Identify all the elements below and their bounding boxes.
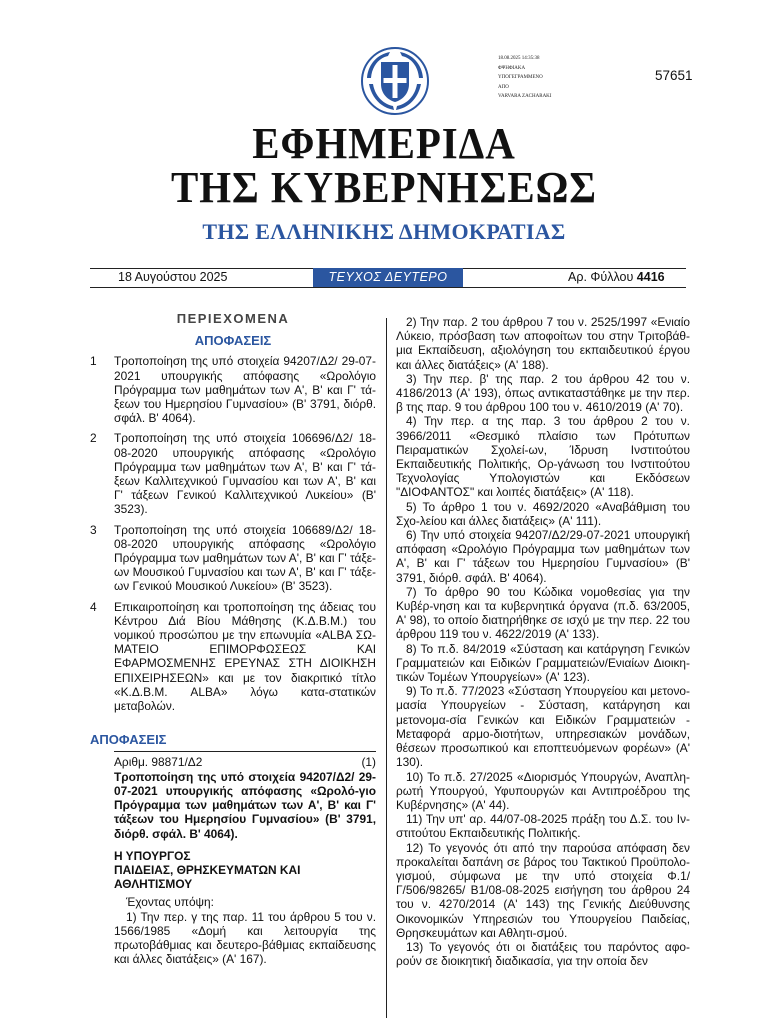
- considering-point: 8) Το π.δ. 84/2019 «Σύσταση και κατάργηση Γενικών Γραμματειών και Ειδικών Γραμματειών/Ενιαίων Διοικη-τικών Τομέων Υπουργείων» (Α' 123).: [396, 641, 690, 685]
- signature-line: 18.08.2025 14:35:38: [498, 56, 540, 61]
- contents-item-text: Τροποποίηση της υπό στοιχεία 106689/Δ2/ 18-08-2020 υπουργικής απόφασης «Ωρολόγιο Πρόγραμμα των μαθημάτων των Α', Β' και Γ' τάξε-ων Μουσικού Γυμνασίου και των Α', Β' και Γ' τάξε-ων Γενικού Μουσικού Λυκείου» (Β' 3523).: [114, 522, 376, 594]
- contents-item-number: 2: [90, 431, 97, 446]
- decision-number-row: [114, 751, 376, 769]
- sheet-number: [568, 270, 665, 284]
- considering-point: 6) Την υπό στοιχεία 94207/Δ2/29-07-2021 υπουργική απόφαση «Ωρολόγιο Πρόγραμμα των μαθημάτων των Α', Β' και Γ' τάξεων του Ημερησίου Γυμνασίου» (Β' 3791, διόρθ. σφάλ. Β' 4064).: [396, 528, 690, 585]
- sheet-label: Αρ. Φύλλου: [568, 270, 634, 284]
- digital-signature-stamp: [498, 54, 551, 102]
- gazette-title-line1: ΕΦΗΜΕΡΙΔΑ: [252, 119, 516, 168]
- considering-point: 2) Την παρ. 2 του άρθρου 7 του ν. 2525/1997 «Ενιαίο Λύκειο, πρόσβαση των αποφοίτων του στην Τριτοβάθ-μια Εκπαίδευση, αξιολόγηση του εκπαιδευτικού έργου και άλλες διατάξεις» (Α' 188).: [396, 315, 690, 372]
- gazette-title-line2: ΤΗΣ ΚΥΒΕΡΝΗΣΕΩΣ: [171, 163, 597, 212]
- contents-item: [90, 431, 376, 516]
- considering-point: 3) Την περ. β' της παρ. 2 του άρθρου 42 του ν. 4186/2013 (Α' 193), όπως αντικαταστάθηκε με την περ. β της παρ. 9 του άρθρου 100 του ν. 4610/2019 (Α' 70).: [396, 371, 690, 415]
- minister-line1: Η ΥΠΟΥΡΓΟΣ: [114, 848, 191, 863]
- signature-line: ΑΠΟ: [498, 84, 509, 90]
- considering-point: 11) Την υπ' αρ. 44/07-08-2025 πράξη του Δ.Σ. του Ιν-στιτούτου Εκπαιδευτικής Πολιτικής.: [396, 812, 690, 841]
- contents-item-number: 3: [90, 522, 97, 537]
- contents-item: [90, 523, 376, 594]
- considering-point: 5) Το άρθρο 1 του ν. 4692/2020 «Αναβάθμιση του Σχο-λείου και άλλες διατάξεις» (Α' 111).: [396, 499, 690, 528]
- decision-number: Αριθμ. 98871/Δ2: [114, 755, 203, 770]
- considering-label: Έχοντας υπόψη:: [126, 895, 214, 910]
- considering-point: 12) Το γεγονός ότι από την παρούσα απόφαση δεν προκαλείται δαπάνη σε βάρος του Τακτικού Προϋπολο-γισμού, σύμφωνα με την υπό στοιχεία Φ.1/Γ/506/98265/ Β1/08-08-2025 εισήγηση του άρθρου 24 του ν. 4270/2014 (Α' 143) της Γενικής Διεύθυνσης Οικονομικών Υπηρεσιών του Υπουργείου Παιδείας, Θρησκευμάτων και Αθλητι-σμού.: [396, 840, 690, 940]
- contents-item: [90, 600, 376, 714]
- contents-title: ΠΕΡΙΕΧΟΜΕΝΑ: [176, 311, 290, 326]
- signature-line: ΥΠΟΓΕΓΡΑΜΜΕΝΟ: [498, 75, 543, 81]
- contents-item-text: Τροποποίηση της υπό στοιχεία 106696/Δ2/ 18-08-2020 υπουργικής απόφασης «Ωρολόγιο Πρόγραμμα των μαθημάτων των Α', Β' και Γ' τά-ξεων Καλλιτεχνικού Γυμνασίου και των Α', Β' και Γ' τάξεων Γενικού Καλλιτεχνικού Λυκείου» (Β' 3523).: [114, 431, 376, 517]
- signature-line: ΦΨΗΦΙΑΚΑ: [498, 65, 526, 71]
- considering-point: 13) Το γεγονός ότι οι διατάξεις του παρόντος αφο-ρούν σε διοικητική διαδικασία, για την οποία δεν: [396, 939, 690, 969]
- contents-item-text: Τροποποίηση της υπό στοιχεία 94207/Δ2/ 29-07-2021 υπουργικής απόφασης «Ωρολόγιο Πρόγραμμα των μαθημάτων των Α', Β' και Γ' τά-ξεων του Ημερησίου Γυμνασίου» (Β' 3791, διόρθ. σφάλ. Β' 4064).: [114, 354, 376, 426]
- signature-line: VARVARA ZACHARAKI: [498, 94, 552, 100]
- considering-point: 1) Την περ. γ της παρ. 11 του άρθρου 5 του ν. 1566/1985 «Δομή και λειτουργία της πρωτοβάθμιας και δευτερο-βάθμιας εκπαίδευσης και άλλες διατάξεις» (Α' 167).: [114, 909, 376, 967]
- decision-index: (1): [361, 755, 376, 770]
- considering-point: 10) Το π.δ. 27/2025 «Διορισμός Υπουργών, Αναπλη-ρωτή Υπουργού, Υφυπουργών και Αντιπροέδρου της Κυβέρνησης» (Α' 44).: [396, 769, 690, 812]
- contents-decisions-heading: ΑΠΟΦΑΣΕΙΣ: [194, 333, 272, 349]
- considering-point: 4) Την περ. α της παρ. 3 του άρθρου 2 του ν. 3966/2011 «Θεσμικό πλαίσιο των Πρότυπων Πειραματικών Σχολεί-ων, Ίδρυση Ινστιτούτου Εκπαιδευτικής Πολιτικής, Ορ-γάνωση του Ινστιτούτου Τεχνολογίας Υπολογιστών και Εκδόσεων "ΔΙΟΦΑΝΤΟΣ" και λοιπές διατάξεις» (Α' 118).: [396, 414, 690, 500]
- contents-item: [90, 354, 376, 425]
- decisions-heading: ΑΠΟΦΑΣΕΙΣ: [90, 732, 167, 748]
- minister-title: [114, 849, 376, 892]
- contents-list: [90, 354, 376, 713]
- considering-point: 7) Το άρθρο 90 του Κώδικα νομοθεσίας για την Κυβέρ-νηση και τα κυβερνητικά όργανα (π.δ. 63/2005, Α' 98), το οποίο διατηρήθηκε σε ισχύ με την περ. 22 του άρθρου 119 του ν. 4622/2019 (Α' 133).: [396, 584, 690, 642]
- sheet-value: 4416: [636, 270, 665, 284]
- gazette-subtitle: ΤΗΣ ΕΛΛΗΝΙΚΗΣ ΔΗΜΟΚΡΑΤΙΑΣ: [202, 219, 566, 244]
- contents-item-text: Επικαιροποίηση και τροποποίηση της άδειας του Κέντρου Διά Βίου Μάθησης (Κ.Δ.Β.Μ.) του νομικού προσώπου με την επωνυμία «ALBA ΣΩ-ΜΑΤΕΙΟ ΕΠΙΜΟΡΦΩΣΕΩΣ ΚΑΙ ΕΦΑΡΜΟΣΜΕΝΗΣ ΕΡΕΥΝΑΣ ΣΤΗ ΔΙΟΙΚΗΣΗ ΕΠΙΧΕΙΡΗΣΕΩΝ» και με τον διακριτικό τίτλο «Κ.Δ.Β.Μ. ALBA» λόγω κατα-στατικών μεταβολών.: [114, 599, 376, 714]
- decision-title: Τροποποίηση της υπό στοιχεία 94207/Δ2/ 29-07-2021 υπουργικής απόφασης «Ωρολό-γιο Πρόγραμμα των μαθημάτων των Α', Β' και Γ' τάξεων του Ημερησίου Γυμνασίου» (Β' 3791, διόρθ. σφάλ. Β' 4064).: [114, 769, 376, 841]
- right-column: [396, 315, 690, 968]
- considering-point: 9) Το π.δ. 77/2023 «Σύσταση Υπουργείου και μετονο-μασία Υπουργείων - Σύσταση, κατάργηση και μετονομα-σία Γενικών και Ειδικών Γραμματειών - Μεταφορά αρμο-διοτήτων, υπηρεσιακών μονάδων, θέσεων προσωπικού και εποπτευόμενων φορέων» (Α' 130).: [396, 684, 690, 770]
- issue-date: 18 Αυγούστου 2025: [118, 270, 228, 284]
- contents-item-number: 4: [90, 599, 97, 614]
- header-rule-bottom: [90, 287, 686, 288]
- contents-item-number: 1: [90, 354, 97, 369]
- fek-page-number: 57651: [655, 68, 693, 83]
- greek-coat-of-arms-icon: [360, 44, 430, 118]
- left-column: [90, 312, 376, 966]
- issue-badge: ΤΕΥΧΟΣ ΔΕΥΤΕΡΟ: [313, 268, 463, 287]
- column-divider: [386, 318, 387, 1018]
- minister-line2: ΠΑΙΔΕΙΑΣ, ΘΡΗΣΚΕΥΜΑΤΩΝ ΚΑΙ ΑΘΛΗΤΙΣΜΟΥ: [114, 862, 301, 892]
